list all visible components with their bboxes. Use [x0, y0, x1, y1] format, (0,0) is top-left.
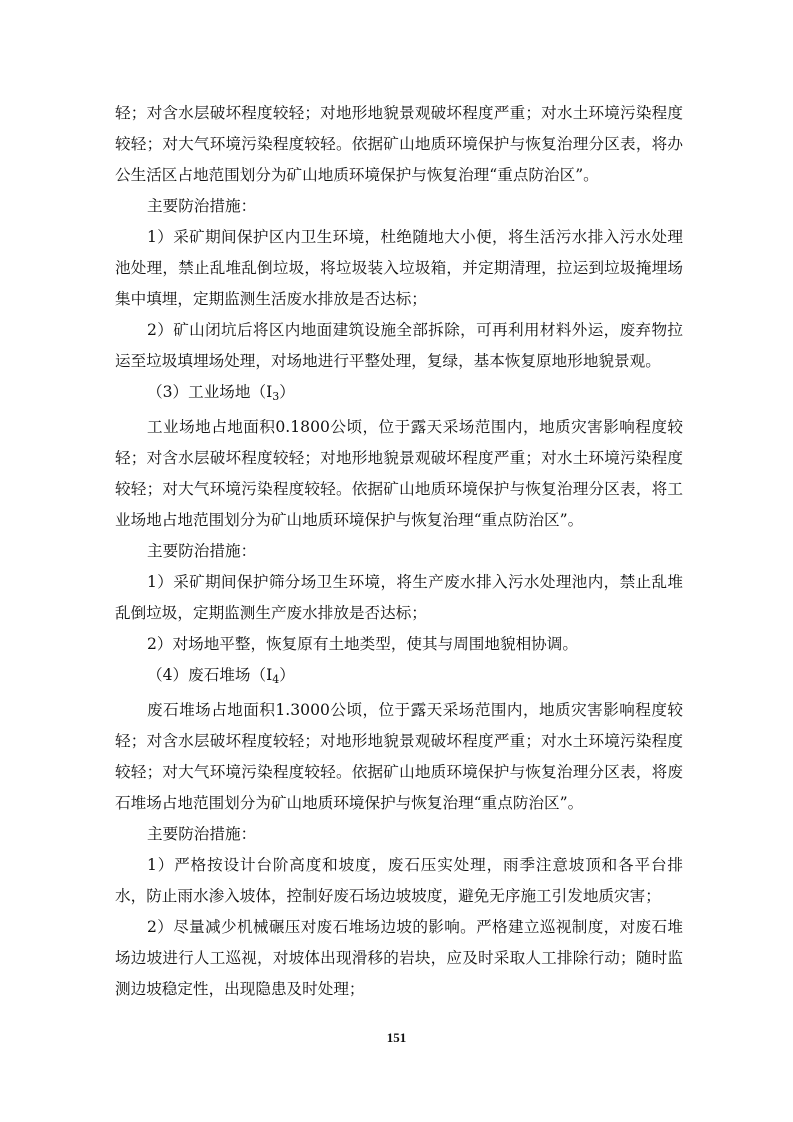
- section-heading-industrial-site: [115, 377, 683, 412]
- paragraph-measures-title: 主要防治措施：: [147, 825, 257, 843]
- section-heading-text: （3）工业场地（I: [147, 383, 273, 401]
- section-heading-subscript: 3: [272, 390, 280, 403]
- section-heading-close: ）: [279, 383, 295, 401]
- paragraph-measures-title: 主要防治措施：: [147, 197, 257, 215]
- document-body: [115, 98, 683, 1005]
- section-heading-close: ）: [279, 666, 295, 684]
- paragraph-waste-rock-summary: 废石堆场占地面积1.3000公顷，位于露天采场范围内，地质灾害影响程度较轻；对含水层破坏程度较轻；对地形地貌景观破坏程度严重；对水土环境污染程度较轻；对大气环境污染程度较轻。依据矿山地质环境保护与恢复治理分区表，将废石堆场占地范围划分为矿山地质环境保护与恢复治理“重点防治区”。: [115, 701, 683, 812]
- paragraph-measure-2: 2）矿山闭坑后将区内地面建筑设施全部拆除，可再利用材料外运，废弃物拉运至垃圾填埋场处理，对场地进行平整处理，复绿，基本恢复原地形地貌景观。: [115, 321, 683, 370]
- paragraph-industrial-site-summary: 工业场地占地面积0.1800公顷，位于露天采场范围内，地质灾害影响程度较轻；对含水层破坏程度较轻；对地形地貌景观破坏程度严重；对水土环境污染程度较轻；对大气环境污染程度较轻。依据矿山地质环境保护与恢复治理分区表，将工业场地占地范围划分为矿山地质环境保护与恢复治理“重点防治区”。: [115, 418, 683, 529]
- paragraph-measure-1: 1）严格按设计台阶高度和坡度，废石压实处理，雨季注意坡顶和各平台排水，防止雨水渗入坡体，控制好废石场边坡坡度，避免无序施工引发地质灾害；: [115, 856, 683, 905]
- section-heading-text: （4）废石堆场（I: [147, 666, 273, 684]
- paragraph-measures-title: 主要防治措施：: [147, 542, 257, 560]
- section-heading-subscript: 4: [272, 673, 280, 686]
- paragraph-measure-1: 1）采矿期间保护筛分场卫生环境，将生产废水排入污水处理池内，禁止乱堆乱倒垃圾，定期监测生产废水排放是否达标；: [115, 573, 683, 622]
- page-number: 151: [386, 1030, 407, 1045]
- paragraph-office-area-summary: 轻；对含水层破坏程度较轻；对地形地貌景观破坏程度严重；对水土环境污染程度较轻；对大气环境污染程度较轻。依据矿山地质环境保护与恢复治理分区表，将办公生活区占地范围划分为矿山地质环境保护与恢复治理“重点防治区”。: [115, 104, 683, 184]
- paragraph-measure-2: 2）对场地平整，恢复原有土地类型，使其与周围地貌相协调。: [147, 635, 578, 653]
- paragraph-measure-2: 2）尽量减少机械碾压对废石堆场边坡的影响。严格建立巡视制度，对废石堆场边坡进行人工巡视，对坡体出现滑移的岩块，应及时采取人工排除行动；随时监测边坡稳定性，出现隐患及时处理；: [115, 918, 683, 998]
- section-heading-waste-rock-dump: [115, 660, 683, 695]
- paragraph-measure-1: 1）采矿期间保护区内卫生环境，杜绝随地大小便，将生活污水排入污水处理池处理，禁止乱堆乱倒垃圾，将垃圾装入垃圾箱，并定期清理，拉运到垃圾掩埋场集中填埋，定期监测生活废水排放是否达标；: [115, 228, 683, 308]
